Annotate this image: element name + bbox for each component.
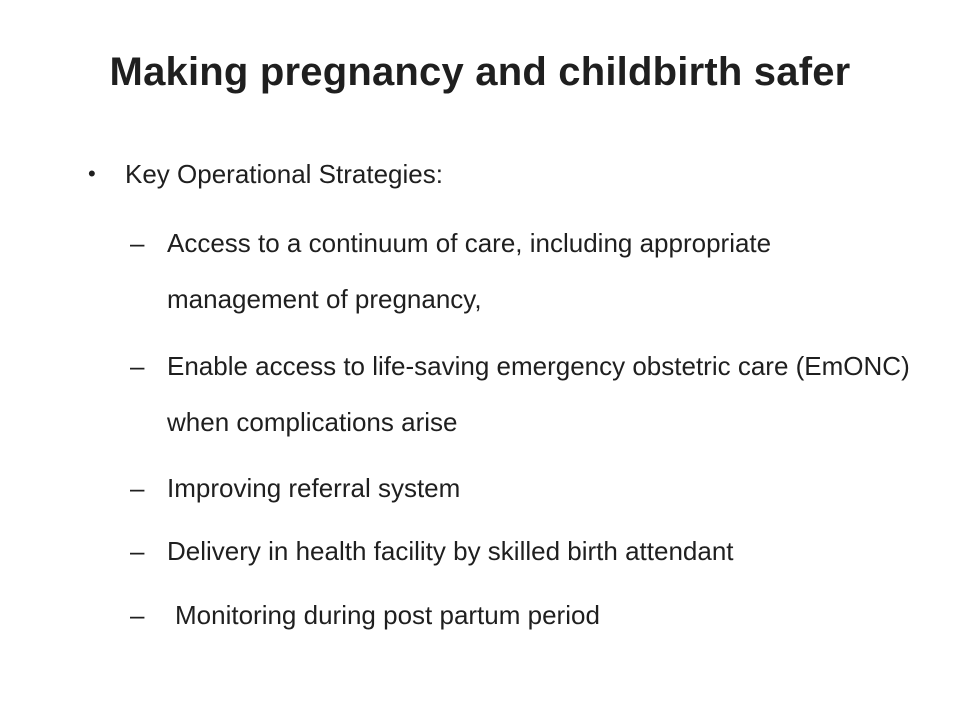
sub-bullet-continuum-of-care xyxy=(130,215,920,327)
sub-bullet-marker: – xyxy=(130,536,145,566)
sub-bullet-marker: – xyxy=(130,351,145,381)
sub-bullet-text: Delivery in health facility by skilled birth attendant xyxy=(167,536,734,566)
slide-title: Making pregnancy and childbirth safer xyxy=(109,50,851,94)
sub-bullet-marker: – xyxy=(130,473,145,503)
sub-bullet-text: Monitoring during post partum period xyxy=(175,600,600,630)
main-bullet xyxy=(88,154,443,194)
sub-bullet-referral-system xyxy=(130,460,920,516)
bullet-marker: • xyxy=(88,161,96,186)
sub-bullet-text: Access to a continuum of care, including appropriate management of pregnancy, xyxy=(167,228,772,314)
main-bullet-text: Key Operational Strategies: xyxy=(125,159,443,189)
sub-bullet-text: Enable access to life-saving emergency obstetric care (EmONC) when complications arise xyxy=(167,351,910,437)
sub-bullet-post-partum-monitoring xyxy=(130,587,920,643)
sub-bullet-text: Improving referral system xyxy=(167,473,461,503)
sub-bullet-emonc xyxy=(130,338,920,450)
sub-bullet-marker: – xyxy=(130,228,145,258)
sub-bullet-facility-delivery xyxy=(130,523,920,579)
sub-bullet-marker: – xyxy=(130,600,145,630)
